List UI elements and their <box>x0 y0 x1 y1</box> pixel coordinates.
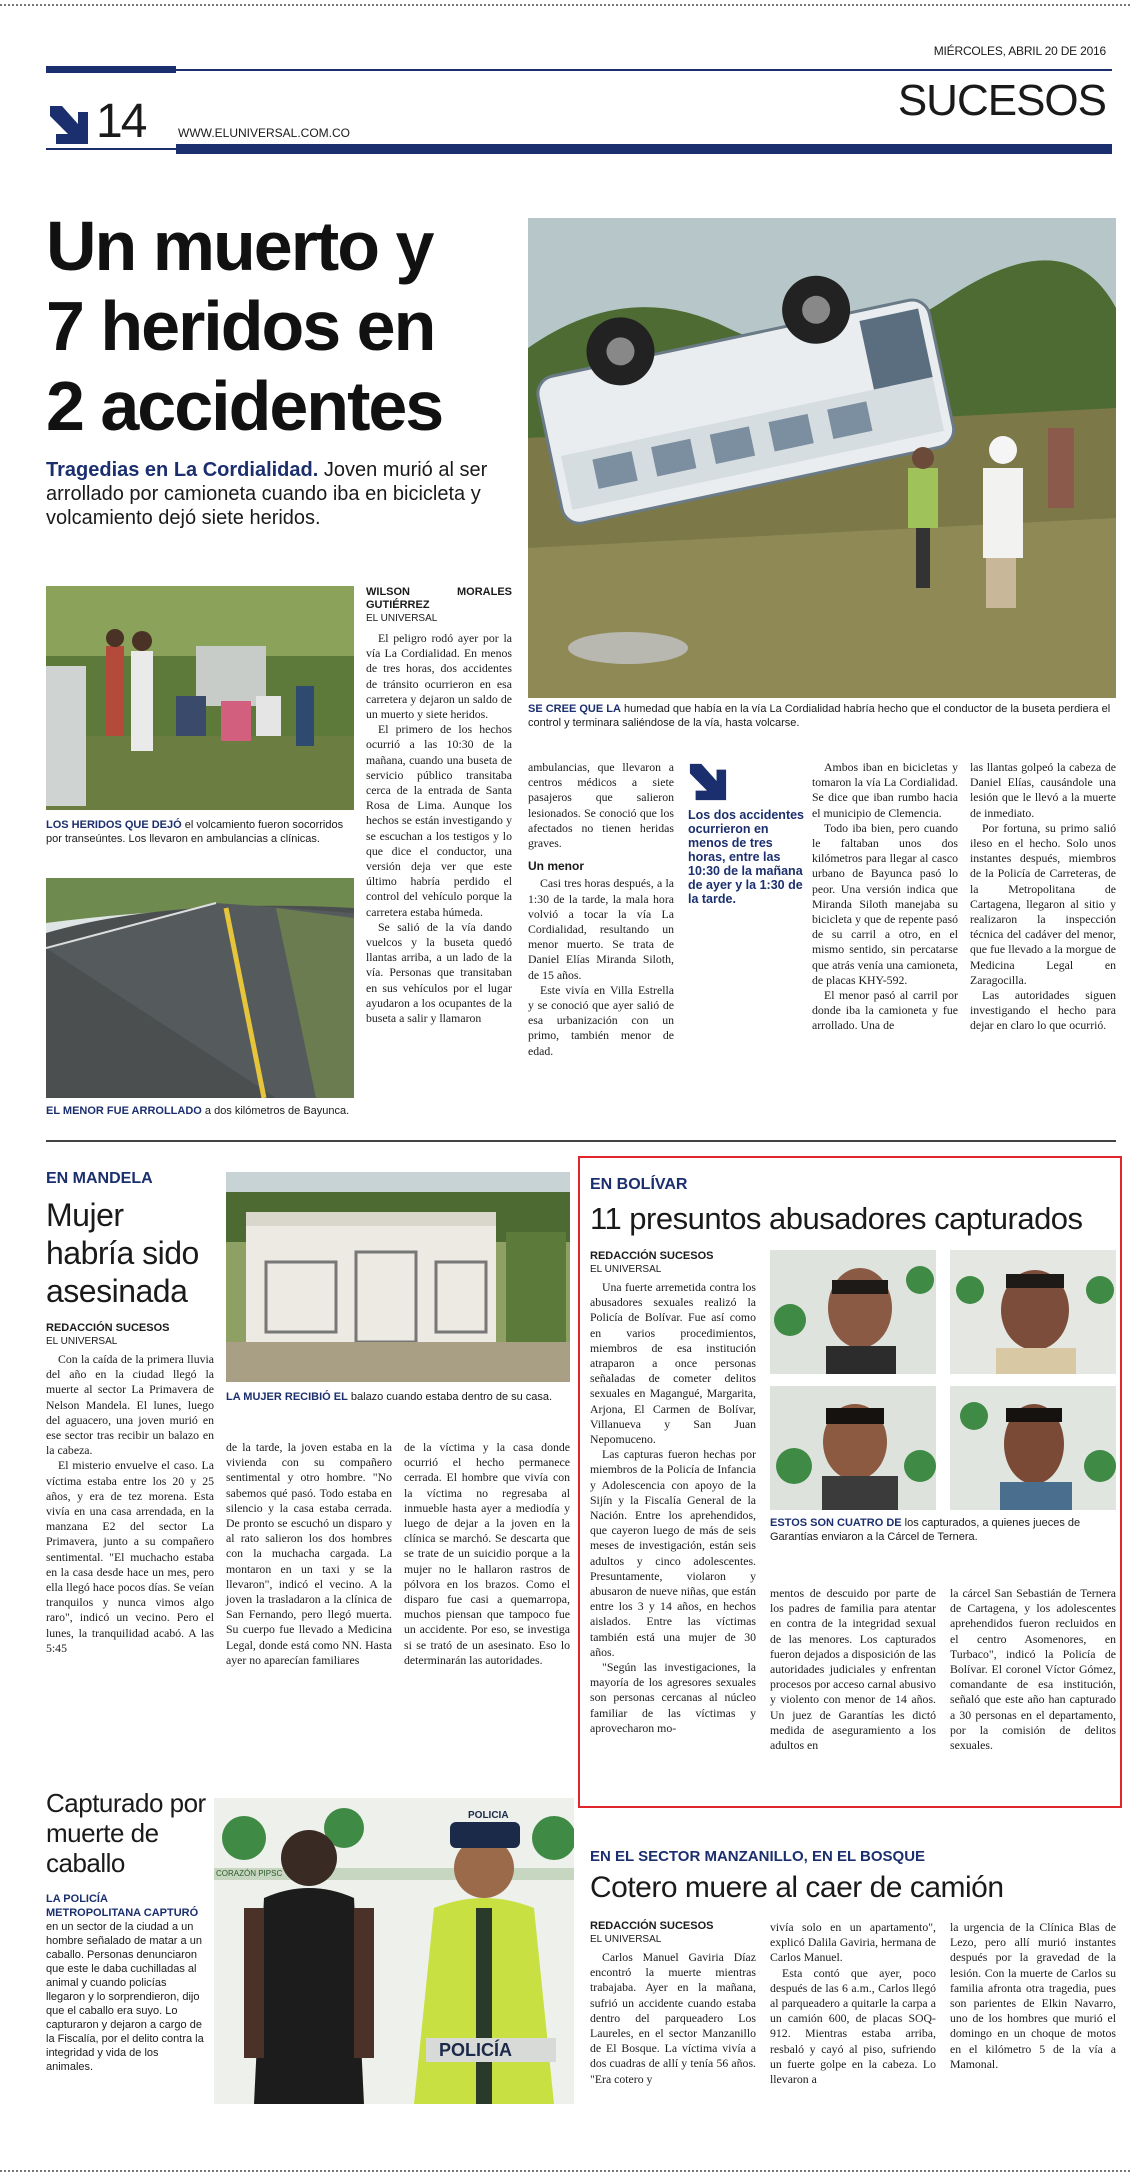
mandela-author: REDACCIÓN SUCESOS <box>46 1322 170 1334</box>
mugshot-caption-lead: ESTOS SON CUATRO DE <box>770 1517 902 1529</box>
main-paragraph: Se salió de la vía dando vuelcos y la buseta quedó llantas arriba, a un lado de la vía. Personas que transitaban en sus vehículos por el lugar ayudaron a los ocupantes de la buseta a salir y llamaron <box>366 919 512 1026</box>
main-column-1 <box>366 586 512 1026</box>
main-deck <box>46 458 516 530</box>
section-arrow-icon <box>48 104 90 146</box>
mugshot-caption <box>770 1516 1116 1544</box>
cotero-paragraph: Esta contó que ayer, poco después de las 6 a.m., Carlos llegó al parqueadero a quitarle la carpa a un camión 600, de placas SOQ-912. Mientras estaba arriba, resbaló y cayó al piso, sufriendo un fuerte golpe en la cabeza. Lo llevaron a <box>770 1965 936 2087</box>
main-paragraph: Este vivía en Villa Estrella y se conoció que ayer salió de esa urbanización con un primo, también menor de edad. <box>528 982 674 1058</box>
mugshot-photo-3 <box>770 1386 936 1510</box>
mandela-column-3 <box>404 1440 570 1668</box>
main-paragraph: Las autoridades siguen investigando el hecho para dejar en claro lo que ocurrió. <box>970 988 1116 1033</box>
mugshot-photo-2 <box>950 1250 1116 1374</box>
bus-photo-caption <box>528 702 1116 730</box>
house-photo-caption <box>226 1390 570 1404</box>
road-photo-caption <box>46 1104 356 1118</box>
injured-people-photo <box>46 586 354 810</box>
top-dotted-border <box>0 4 1130 6</box>
arrest-photo <box>214 1798 574 2104</box>
main-paragraph: ambulancias, que llevaron a centros médicos a siete pasajeros que salieron lesionados. Se conoció que los afectados no tienen heridas graves. <box>528 760 674 851</box>
bus-caption-text: humedad que había en la vía La Cordialidad habría hecho que el conductor de la buseta perdiera el control y terminara saliéndose de la vía, hasta volcarse. <box>528 703 1111 729</box>
main-author: WILSON MORALES GUTIÉRREZ <box>366 586 512 611</box>
bus-caption-lead: SE CREE QUE LA <box>528 703 621 715</box>
house-photo <box>226 1172 570 1382</box>
cap-badge-text: POLICIA <box>468 1810 509 1821</box>
issue-date: MIÉRCOLES, ABRIL 20 DE 2016 <box>933 44 1106 58</box>
road-caption-lead: EL MENOR FUE ARROLLADO <box>46 1105 202 1117</box>
pullquote: Los dos accidentes ocurrieron en menos de tres horas, entre las 10:30 de la mañana de ayer y la 1:30 de la tarde. <box>688 808 805 906</box>
main-paragraph: Todo iba bien, pero cuando le faltaban unos dos kilómetros para llegar al casco urbano de Bayunca pasó lo peor. Una versión indica que Miranda Siloth manejaba su bicicleta y que de repente pasó de su carril a otro, en el mismo sentido, sin percatarse que atrás venía una camioneta, de placas KHY-592. <box>812 820 958 987</box>
bus-accident-photo <box>528 218 1116 698</box>
main-headline: Un muerto y 7 heridos en 2 accidentes <box>46 207 443 445</box>
header-bottom-bar <box>176 144 1112 154</box>
bolivar-headline: 11 presuntos abusadores capturados <box>590 1201 1083 1236</box>
deck-lead: Tragedias en La Cordialidad. <box>46 459 319 481</box>
mugshot-photo-4 <box>950 1386 1116 1510</box>
bottom-dotted-border <box>0 2170 1130 2172</box>
cotero-paragraph: vivía solo en un apartamento", explicó Dalila Gaviria, hermana de Carlos Manuel. <box>770 1920 936 1965</box>
bolivar-kicker: EN BOLÍVAR <box>590 1176 688 1193</box>
cotero-paragraph: Carlos Manuel Gaviria Díaz encontró la muerte mientras trabajaba. Ayer en la mañana, sufrió un accidente cuando estaba dentro del parqueadero Los Laureles, en el sector Manzanillo de El Bosque. La víctima vivía a dos cuadras de allí y tenía 56 años. "Era cotero y <box>590 1950 756 2086</box>
mugshot-caption-text: los capturados, a quienes jueces de Garantías enviaron a la Cárcel de Ternera. <box>770 1517 1081 1543</box>
mandela-kicker: EN MANDELA <box>46 1170 153 1187</box>
deck-text: Joven murió al ser arrollado por camioneta cuando iba en bicicleta y volcamiento dejó siete heridos. <box>46 459 488 529</box>
main-column-3 <box>812 760 958 1034</box>
mandela-paragraph: Con la caída de la primera lluvia del año en la ciudad llegó la muerte al sector La Primavera de Nelson Mandela. El lunes, luego del aguacero, una joven murió en ese sector tras recibir un balazo en la cabeza. <box>46 1352 214 1458</box>
bolivar-column-2 <box>770 1586 936 1753</box>
main-paragraph: El peligro rodó ayer por la vía La Cordialidad. En menos de tres horas, dos accidentes de tránsito ocurrieron en esa carretera y dejaron un saldo de un muerto y siete heridos. <box>366 631 512 722</box>
cotero-column-1 <box>590 1920 756 2087</box>
mugshot-photo-1 <box>770 1250 936 1374</box>
section-divider <box>46 1140 1116 1142</box>
mandela-outlet: EL UNIVERSAL <box>46 1336 118 1347</box>
section-title: SUCESOS <box>897 76 1106 125</box>
cotero-headline: Cotero muere al caer de camión <box>590 1871 1004 1904</box>
bolivar-author: REDACCIÓN SUCESOS <box>590 1250 714 1262</box>
header-top-line <box>176 69 1112 71</box>
mandela-headline: Mujer habría sido asesinada <box>46 1197 199 1309</box>
road-caption-text: a dos kilómetros de Bayunca. <box>201 1105 350 1117</box>
cotero-column-3 <box>950 1920 1116 2072</box>
bolivar-column-1 <box>590 1250 756 1736</box>
house-caption-lead: LA MUJER RECIBIÓ EL <box>226 1391 348 1403</box>
mandela-paragraph: de la tarde, la joven estaba en la vivienda con su compañero sentimental y otro hombre. "No sabemos qué pasó. Todo estaba en silencio y la casa estaba cerrada. De pronto se escuchó un disparo y al rato salieron los dos hombres con la muchacha cargada. La montaron en un taxi y se la llevaron", indicó el vecino. A la joven la trasladaron a la clínica de San Fernando, pero llegó muerta. Su cuerpo fue llevado a Medicina Legal, donde está como NN. Hasta ayer no aparecían familiares <box>226 1440 392 1667</box>
mandela-byline <box>46 1322 214 1348</box>
bolivar-column-3 <box>950 1586 1116 1753</box>
main-byline <box>366 586 512 625</box>
road-photo <box>46 878 354 1098</box>
mandela-paragraph: El misterio envuelve el caso. La víctima estaba entre los 20 y 25 años, y era de tez morena. Esta vivía en una casa arrendada, en la manzana E2 del sector La Primavera, junto a su compañero sentimental. "El muchacho estaba en la casa desde hace un mes, pero ella llegó hace pocos días. Se veían tranquilos y nunca vimos algo raro", indicó un vecino. Pero el lunes, la tranquilidad acabó. A las 5:45 <box>46 1458 214 1655</box>
bolivar-paragraph: "Según las investigaciones, la mayoría de los agresores sexuales son personas cercanas al núcleo familiar de las víctimas y aprovecharon mo- <box>590 1660 756 1735</box>
bolivar-paragraph: mentos de descuido por parte de los padres de familia para atentar en contra de la integridad sexual de las menores. Los capturados fueron dejados a disposición de las autoridades judiciales y enfrentan procesos por acceso carnal abusivo y violento con menor de 14 años. Un juez de Garantías les dictó medida de aseguramiento a los adultos en <box>770 1586 936 1753</box>
mandela-column-2 <box>226 1440 392 1668</box>
mandela-column-1 <box>46 1322 214 1656</box>
injured-caption-lead: LOS HERIDOS QUE DEJÓ <box>46 819 182 831</box>
caballo-text <box>46 1892 204 2074</box>
main-column-2 <box>528 760 674 1059</box>
main-column-4 <box>970 760 1116 1034</box>
main-paragraph: Casi tres horas después, a la 1:30 de la tarde, la mala hora volvió a tocar la vía La Cordialidad, resultando un menor muerto. Se trata de Daniel Elías Miranda Siloth, de 15 años. <box>528 876 674 982</box>
main-paragraph: Ambos iban en bicicletas y tomaron la vía La Cordialidad. Se dice que iban rumbo hacia el municipio de Clemencia. <box>812 760 958 820</box>
caballo-lead: LA POLICÍA METROPOLITANA CAPTURÓ <box>46 1893 199 1919</box>
caballo-headline: Capturado por muerte de caballo <box>46 1788 206 1878</box>
bolivar-paragraph: Una fuerte arremetida contra los abusadores sexuales realizó la Policía de Bolívar. Fue así como en varios procedimientos, miembros de esa institución atraparon a once personas señaladas de cometer delitos sexuales en Magangué, Margarita, Arjona, El Carmen de Bolívar, Villanueva y San Juan Nepomuceno. <box>590 1280 756 1447</box>
bolivar-paragraph: Las capturas fueron hechas por miembros de la Policía de Infancia y Adolescencia con apoyo de la Sijín y la Fiscalía General de la Nación. Entre los aprehendidos, que cayeron luego de más de seis meses de investigación, están seis adultos y cinco adolescentes. Presuntamente, violaron y abusaron de nueve niñas, que están entre los 3 y 14 años, en hechos aislados. Entre las víctimas también está una mujer de 30 años. <box>590 1447 756 1659</box>
main-paragraph: las llantas golpeó la cabeza de Daniel Elías, causándole una lesión que le llevó a la muerte de inmediato. <box>970 760 1116 820</box>
header-bottom-line <box>46 148 176 150</box>
cotero-author: REDACCIÓN SUCESOS <box>590 1920 714 1932</box>
caballo-body: en un sector de la ciudad a un hombre señalado de matar a un caballo. Personas denunciaron que este le daba cuchilladas al animal y cuando policías llegaron y lo sorprendieron, dijo que el caballo era suyo. Lo capturaron y dejaron a cargo de la Fiscalía, por el delito contra la integridad y vida de los animales. <box>46 1921 204 2073</box>
main-paragraph: Por fortuna, su primo salió ileso en el hecho. Solo unos instantes después, miembros de la Policía de Carreteras, de la Metropolitana de Cartagena, llegaron al sitio y realizaron la inspección técnica del cadáver del menor, que fue llevado a la morgue de Medicina Legal en Zaragocilla. <box>970 820 1116 987</box>
main-subhead: Un menor <box>528 859 585 874</box>
website-url[interactable]: WWW.ELUNIVERSAL.COM.CO <box>178 126 351 140</box>
main-paragraph: El menor pasó al carril por donde iba la camioneta y fue arrollado. Una de <box>812 988 958 1033</box>
backdrop-banner-text: CORAZÓN PIPSC <box>216 1869 283 1878</box>
bolivar-byline <box>590 1250 756 1276</box>
main-paragraph: El primero de los hechos ocurrió a las 10:30 de la mañana, cuando una buseta de servicio público transitaba cerca de la entrada de Santa Rosa de Lima. Aunque los hechos se están investigando y se escuchan a los testigos y lo que dice el conductor, una versión deja ver que este último habría perdido el control del vehículo porque la carretera estaba húmeda. <box>366 722 512 919</box>
house-caption-text: balazo cuando estaba dentro de su casa. <box>347 1391 553 1403</box>
page-number: 14 <box>96 95 146 148</box>
main-outlet: EL UNIVERSAL <box>366 613 438 624</box>
cotero-outlet: EL UNIVERSAL <box>590 1934 662 1945</box>
cotero-byline <box>590 1920 756 1946</box>
injured-caption-text: el volcamiento fueron socorridos por transeúntes. Los llevaron en ambulancias a clínicas. <box>46 819 344 845</box>
vest-text: POLICÍA <box>439 2040 513 2060</box>
pullquote-arrow-icon <box>688 762 728 802</box>
mandela-paragraph: de la víctima y la casa donde ocurrió el hecho permanece cerrada. El hombre que vivía con la víctima no regresaba al inmueble hasta ayer a mediodía y luego de dejar a la joven en la clínica se marchó. Se descarta que se trate de un suicidio porque a la mujer no le hallaron rastros de pólvora en los brazos. Como el disparo fue casi a quemarropa, muchos piensan que tampoco fue un accidente. Por eso, se investiga si se trató de un asesinato. Eso lo determinarán las autoridades. <box>404 1440 570 1667</box>
cotero-paragraph: la urgencia de la Clínica Blas de Lezo, pero allí murió instantes después por la gravedad de la lesión. Con la muerte de Carlos su familia afronta otra tragedia, pues son parientes de Elkin Navarro, uno de los hombres que murió el domingo en un choque de motos en el kilómetro 5 de la vía a Mamonal. <box>950 1920 1116 2071</box>
cotero-kicker: EN EL SECTOR MANZANILLO, EN EL BOSQUE <box>590 1848 926 1865</box>
bolivar-outlet: EL UNIVERSAL <box>590 1264 662 1275</box>
bolivar-paragraph: la cárcel San Sebastián de Ternera de Cartagena, y los adolescentes aprehendidos fueron recluidos en el centro Asomenores, en Turbaco", indicó la Policía de Bolívar. El coronel Víctor Gómez, comandante de esa institución, señaló que este año han capturado a 30 personas en el departamento, por la comisión de delitos sexuales. <box>950 1586 1116 1753</box>
injured-photo-caption <box>46 818 356 846</box>
header-top-bar <box>46 66 176 73</box>
cotero-column-2 <box>770 1920 936 2087</box>
